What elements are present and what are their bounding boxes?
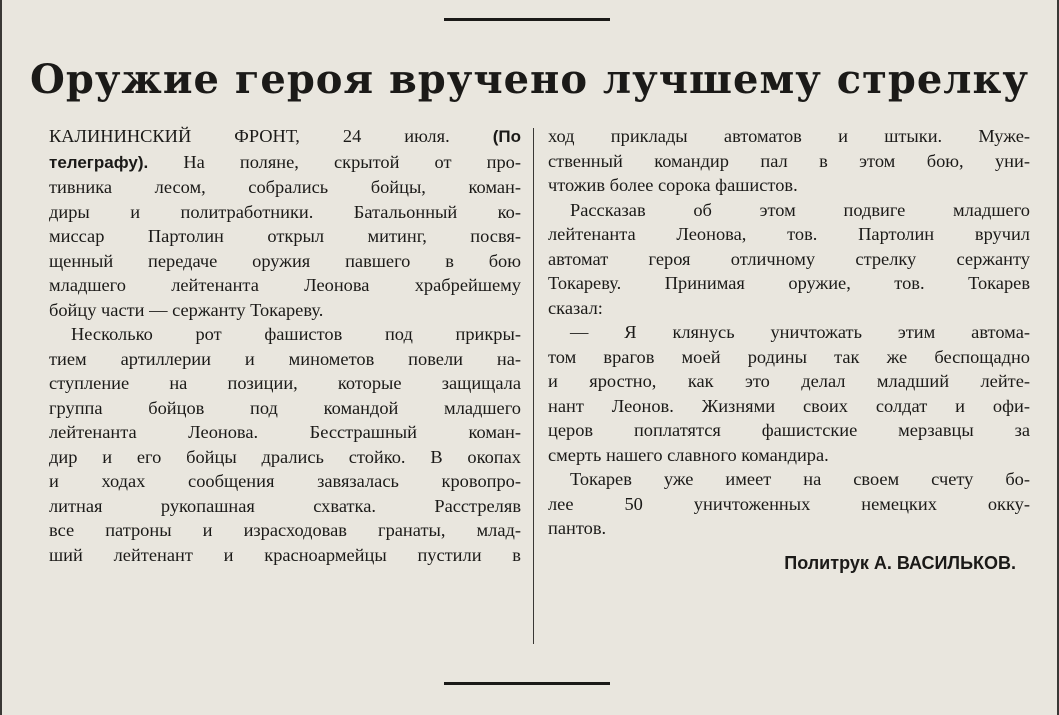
text-line: щенный передаче оружия павшего в бою [49,250,521,271]
text-line: миссар Партолин открыл митинг, посвя- [49,226,521,246]
line-text: На поляне, скрытой от про- [148,151,521,172]
text-line: — Я клянусь уничтожать этим автома- [570,322,1030,342]
text-line: Рассказав об этом подвиге младшего [570,199,1030,220]
text-line [49,150,521,176]
text-line: младшего лейтенанта Леонова храбрейшему [49,275,521,295]
text-line: Несколько рот фашистов под прикры- [71,324,521,344]
text-line: ший лейтенант и красноармейцы пустили в [49,544,521,565]
text-line: том врагов моей родины так же беспощадно [548,346,1030,367]
text-line: лейтенанта Леонова. Бесстрашный коман- [49,422,521,442]
top-rule [444,18,610,21]
text-line: сказал: [548,297,603,318]
source-label: телеграфу). [49,152,149,172]
text-line [49,124,521,150]
text-line: дир и его бойцы дрались стойко. В окопах [49,446,521,467]
text-line: церов поплатятся фашистские мерзавцы за [548,420,1030,440]
text-line: диры и политработники. Батальонный ко- [49,201,521,222]
text-line: и ходах сообщения завязалась кровопро- [49,471,521,491]
text-line: ступление на позиции, которые защищала [49,373,521,393]
text-line: тием артиллерии и минометов повели на- [49,348,521,369]
text-line: лейтенанта Леонова, тов. Партолин вручил [548,224,1030,244]
text-line: Токареву. Принимая оружие, тов. Токарев [548,273,1030,293]
text-line: чтожив более сорока фашистов. [548,175,798,195]
text-line: пантов. [548,518,607,538]
text-line: ход приклады автоматов и штыки. Муже- [548,126,1030,146]
source-label: (По [492,127,521,146]
right-column [548,124,1030,575]
article-headline: Оружие героя вручено лучшему стрелку [30,56,1029,103]
text-line: ственный командир пал в этом бою, уни- [548,150,1030,171]
text-line: лее 50 уничтоженных немецких окку- [548,493,1030,514]
author-signature: Политрук А. ВАСИЛЬКОВ. [784,552,1016,573]
column-divider [533,128,534,644]
text-line: группа бойцов под командой младшего [49,397,521,418]
text-line: нант Леонов. Жизнями своих солдат и офи- [548,395,1030,416]
bottom-rule [444,682,610,685]
text-line: автомат героя отличному стрелку сержанту [548,248,1030,269]
text-line: Токарев уже имеет на своем счету бо- [570,469,1030,489]
dateline: КАЛИНИНСКИЙ ФРОНТ, 24 июля. [49,126,450,146]
text-line: все патроны и израсходовав гранаты, млад- [49,520,521,540]
text-line: смерть нашего славного командира. [548,444,829,465]
left-column [49,124,521,567]
text-line: бойцу части — сержанту Токареву. [49,299,324,320]
text-line: тивника лесом, собрались бойцы, коман- [49,177,521,197]
text-line: и яростно, как это делал младший лейте- [548,371,1030,391]
text-line: литная рукопашная схватка. Расстреляв [49,495,521,516]
